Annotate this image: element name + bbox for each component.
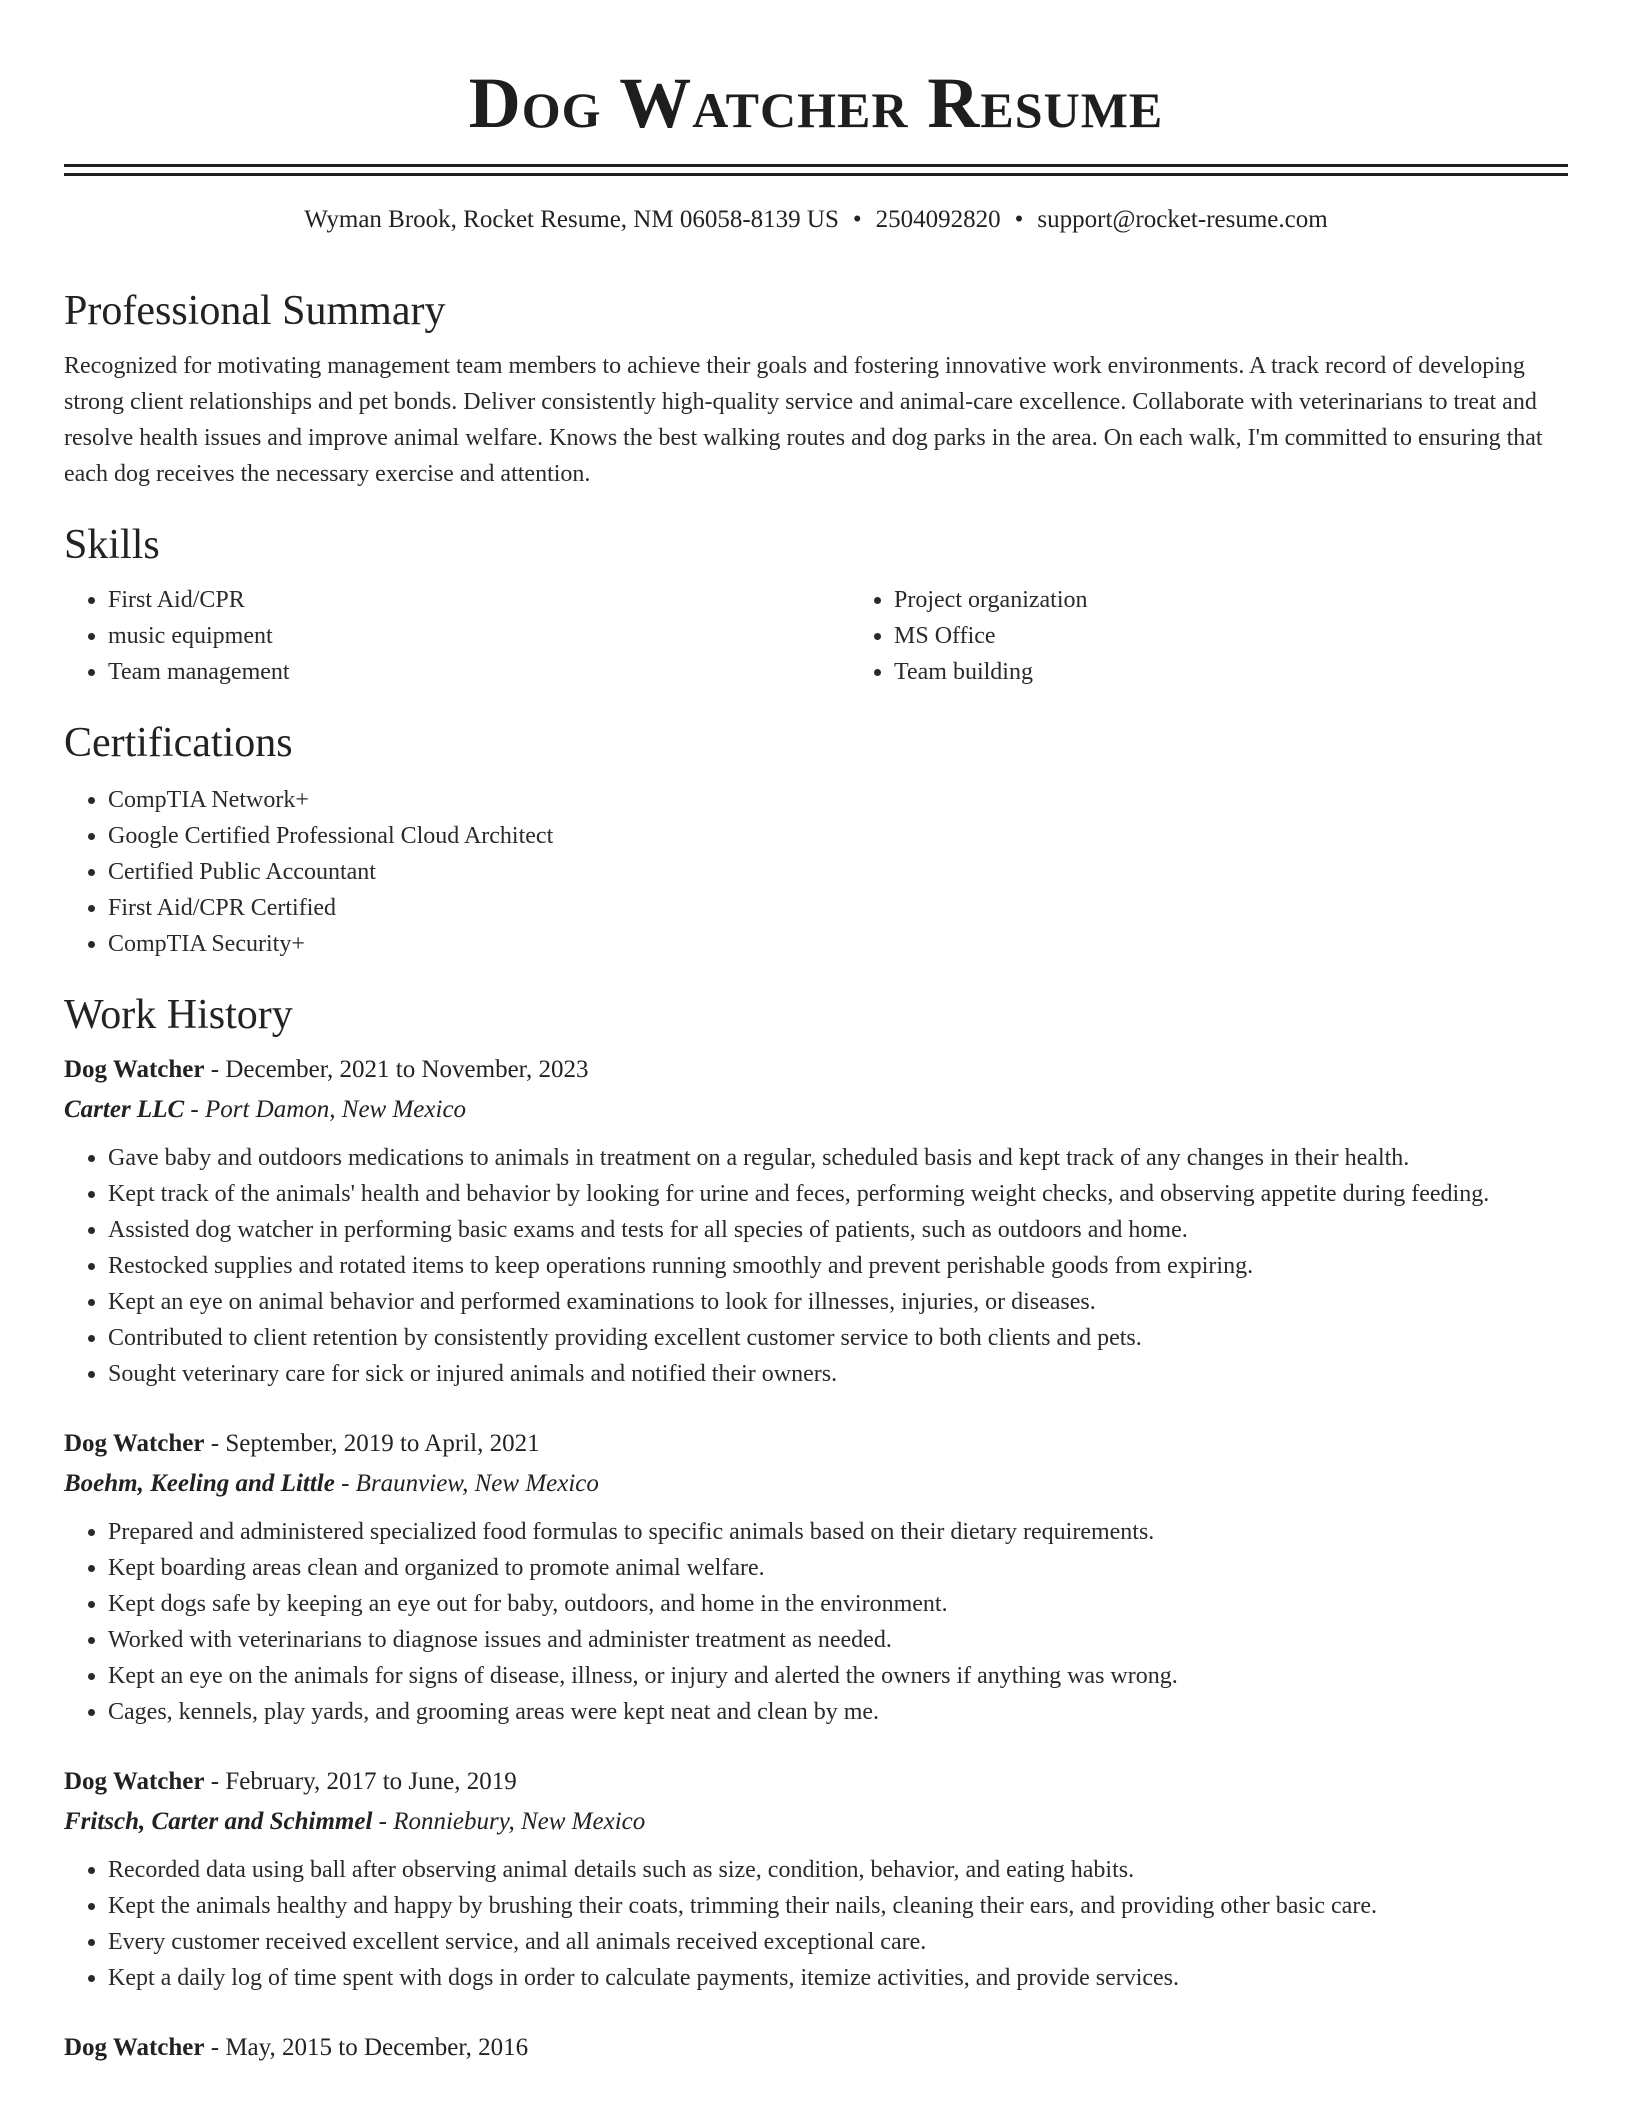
certification-item: • Google Certified Professional Cloud Architect [108, 818, 1568, 854]
job-dates: - September, 2019 to April, 2021 [204, 1430, 540, 1457]
certifications-list [64, 782, 1568, 962]
job-bullet: • Recorded data using ball after observing animal details such as size, condition, behavior, and eating habits. [108, 1852, 1568, 1888]
job-title: Dog Watcher [64, 1430, 205, 1457]
job-bullet: • Gave baby and outdoors medications to animals in treatment on a regular, scheduled basis and kept track of any changes in their health. [108, 1140, 1568, 1176]
work-history-heading: Work History [64, 992, 293, 1038]
skill-item: • Team building [894, 654, 1632, 690]
job-entry [64, 2028, 1568, 2068]
job-company: Fritsch, Carter and Schimmel [64, 1808, 373, 1835]
job-header [64, 2028, 1568, 2068]
job-bullet: • Contributed to client retention by consistently providing excellent customer service to both clients and pets. [108, 1320, 1568, 1356]
summary-heading: Professional Summary [64, 288, 446, 334]
job-entry [64, 1424, 1568, 1730]
document-title: Dog Watcher Resume [468, 63, 1164, 143]
job-bullet: • Assisted dog watcher in performing basic exams and tests for all species of patients, such as outdoors and home. [108, 1212, 1568, 1248]
job-bullet: • Prepared and administered specialized food formulas to specific animals based on their dietary requirements. [108, 1514, 1568, 1550]
job-bullet: • Kept a daily log of time spent with dogs in order to calculate payments, itemize activities, and provide services. [108, 1960, 1568, 1996]
job-bullet: • Kept the animals healthy and happy by brushing their coats, trimming their nails, cleaning their ears, and providing other basic care. [108, 1888, 1568, 1924]
skills-list-left [64, 582, 850, 690]
certifications-heading: Certifications [64, 720, 293, 766]
job-bullets [64, 1140, 1568, 1392]
skill-item: • Project organization [894, 582, 1632, 618]
contact-phone: 2504092820 [875, 206, 1001, 233]
job-bullet: • Cages, kennels, play yards, and grooming areas were kept neat and clean by me. [108, 1694, 1568, 1730]
job-title: Dog Watcher [64, 1768, 205, 1795]
skill-item: • Team management [108, 654, 850, 690]
job-dates: - December, 2021 to November, 2023 [204, 1056, 589, 1083]
job-bullet: • Kept an eye on animal behavior and performed examinations to look for illnesses, injuries, or diseases. [108, 1284, 1568, 1320]
certification-item: • CompTIA Network+ [108, 782, 1568, 818]
job-bullet: • Kept dogs safe by keeping an eye out for baby, outdoors, and home in the environment. [108, 1586, 1568, 1622]
job-company: Boehm, Keeling and Little [64, 1470, 335, 1497]
job-company-line [64, 1464, 1568, 1504]
job-location: - Braunview, New Mexico [334, 1470, 599, 1497]
summary-text: Recognized for motivating management team members to achieve their goals and fostering innovative work environments. A track record of developing strong client relationships and pet bonds. Deliver consistently high-quality service and animal-care excellence. Collaborate with veterinarians to treat and resolve health issues and improve animal welfare. Knows the best walking routes and dog parks in the area. On each walk, I'm committed to ensuring that each dog receives the necessary exercise and attention. [64, 353, 1543, 487]
contact-address: Wyman Brook, Rocket Resume, NM 06058-8139 US [304, 206, 839, 233]
job-header [64, 1424, 1568, 1464]
skill-item: • MS Office [894, 618, 1632, 654]
contact-separator: • [852, 206, 862, 233]
job-bullet: • Kept an eye on the animals for signs of disease, illness, or injury and alerted the owners if anything was wrong. [108, 1658, 1568, 1694]
skills-list-right [850, 582, 1632, 690]
job-title: Dog Watcher [64, 1056, 205, 1083]
job-bullet: • Kept track of the animals' health and behavior by looking for urine and feces, performing weight checks, and observing appetite during feeding. [108, 1176, 1568, 1212]
job-bullets [64, 1514, 1568, 1730]
title-rule-top [64, 164, 1568, 167]
job-company-line [64, 1802, 1568, 1842]
certification-item: • CompTIA Security+ [108, 926, 1568, 962]
contact-email[interactable]: support@rocket-resume.com [1037, 206, 1328, 233]
skill-item: • First Aid/CPR [108, 582, 850, 618]
job-entry [64, 1762, 1568, 1996]
skill-item: • music equipment [108, 618, 850, 654]
skills-heading: Skills [64, 522, 160, 568]
job-dates: - May, 2015 to December, 2016 [204, 2034, 529, 2061]
job-bullet: • Kept boarding areas clean and organized to promote animal welfare. [108, 1550, 1568, 1586]
job-bullets [64, 1852, 1568, 1996]
job-dates: - February, 2017 to June, 2019 [204, 1768, 517, 1795]
skills-grid [64, 582, 1568, 690]
job-bullet: • Every customer received excellent service, and all animals received exceptional care. [108, 1924, 1568, 1960]
job-bullet: • Restocked supplies and rotated items to keep operations running smoothly and prevent perishable goods from expiring. [108, 1248, 1568, 1284]
job-location: - Ronniebury, New Mexico [372, 1808, 646, 1835]
contact-separator: • [1014, 206, 1024, 233]
job-company-line [64, 1090, 1568, 1130]
job-company: Carter LLC [64, 1096, 185, 1123]
contact-line [64, 204, 1568, 236]
job-bullet: • Sought veterinary care for sick or injured animals and notified their owners. [108, 1356, 1568, 1392]
job-header [64, 1762, 1568, 1802]
resume-page [64, 0, 1568, 2068]
certification-item: • First Aid/CPR Certified [108, 890, 1568, 926]
job-title: Dog Watcher [64, 2034, 205, 2061]
job-entry [64, 1050, 1568, 1392]
job-header [64, 1050, 1568, 1090]
title-rule-bottom [64, 173, 1568, 176]
job-bullet: • Worked with veterinarians to diagnose issues and administer treatment as needed. [108, 1622, 1568, 1658]
certification-item: • Certified Public Accountant [108, 854, 1568, 890]
job-location: - Port Damon, New Mexico [184, 1096, 467, 1123]
